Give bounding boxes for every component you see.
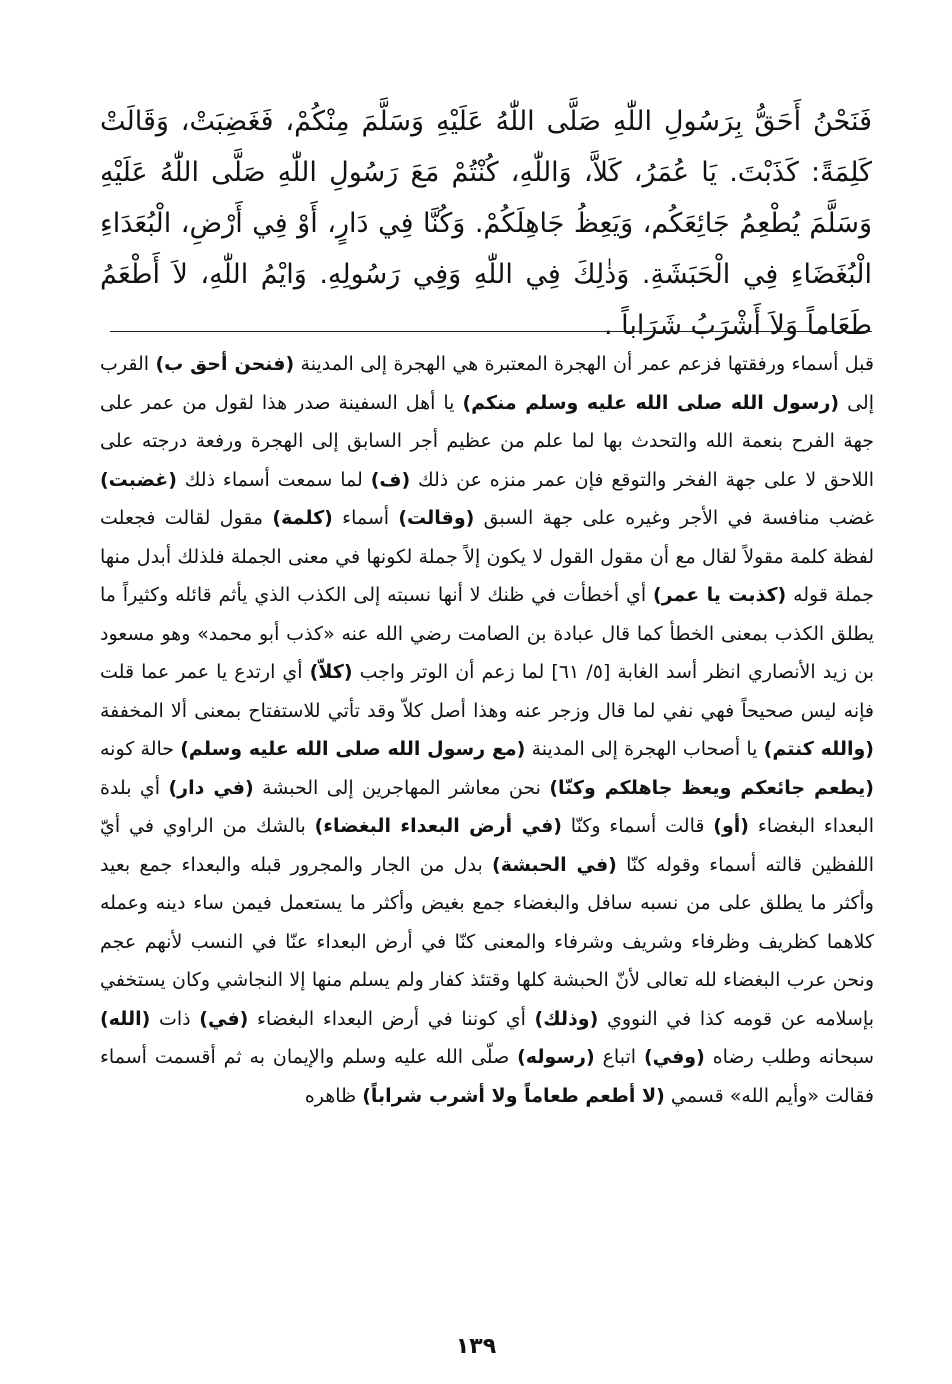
commentary-run: سبحانه وطلب رضاه (704, 1046, 874, 1068)
quoted-phrase: (أو) (713, 815, 749, 837)
quoted-phrase: (رسوله) (517, 1046, 595, 1068)
quoted-phrase: (والله كنتم) (763, 738, 874, 760)
commentary-run: يا أهل السفينة صدر هذا لقول من عمر على جهة الفرح بنعمة الله والتحدث بها لما علم من عظيم أجر السابق إلى الهجرة ورفعة درجته على اللاحق لا على جهة الفخر والتوقع فإن عمر منزه عن ذلك (100, 391, 875, 491)
quoted-phrase: (مع رسول الله صلى الله عليه وسلم) (180, 738, 526, 760)
commentary-run: بدل من الجار والمجرور قبله والبعداء جمع بعيد وأكثر ما يطلق على من نسبه سافل والبغضاء جمع بغيض وأكثر ما يستعمل فيمن ساء دينه وعمله كلاهما كظريف وظرفاء وشريف وشرفاء والمعنى كنّا في أرض البعداء عنّا في النسب لأنهم عجم ونحن عرب البغضاء لله تعالى لأنّ الحبشة كلها وقتئذ كفار ولم يسلم منها إلا النجاشي وكان يستخفي بإسلامه عن قومه كذا في النووي (100, 853, 874, 1030)
commentary-run: صلّى الله عليه وسلم والإيمان به ثم أقسمت أسماء فقالت «وأيم الله» قسمي (100, 1046, 874, 1107)
quoted-phrase: (فنحن أحق ب) (155, 353, 295, 375)
quoted-phrase: (كلاّ) (309, 661, 353, 683)
quoted-phrase: (غضبت) (100, 468, 177, 491)
quoted-phrase: (كلمة) (272, 507, 333, 529)
commentary-run: بالشك من الراوي في أيّ اللفظين قالته أسماء وقوله كنّا (100, 815, 874, 876)
commentary-run: أي أخطأت في ظنك لا أنها نسبته إلى الكذب الذي يأثم قائله وكثيراً ما يطلق الكذب بمعنى الخطأ كما قال عبادة بن الصامت رضي الله عنه «كذب أبو محمد» وهو مسعود بن زيد الأنصاري انظر أسد الغابة [٥/ ٦١] لما زعم أن الوتر واجب (100, 584, 874, 683)
commentary-run: يا أصحاب الهجرة إلى المدينة (525, 738, 764, 760)
hadith-main-text: فَنَحْنُ أَحَقُّ بِرَسُولِ اللّٰهِ صَلَّى اللّٰهُ عَلَيْهِ وَسَلَّمَ مِنْكُمْ، فَغَضِبَتْ، وَقَالَتْ كَلِمَةً: كَذَبْتَ. يَا عُمَرُ، كَلاَّ، وَاللّٰهِ، كُنْتُمْ مَعَ رَسُولِ اللّٰهِ صَلَّى اللّٰهُ عَلَيْهِ وَسَلَّمَ يُطْعِمُ جَائِعَكُم، وَيَعِظُ جَاهِلَكُمْ. وَكُنَّا فِي دَارٍ، أَوْ فِي أَرْضِ، الْبُعَدَاءِ الْبُغَضَاءِ فِي الْحَبَشَةِ. وَذٰلِكَ فِي اللّٰهِ وَفِي رَسُولِهِ. وَايْمُ اللّٰهِ، لاَ أَطْعَمُ طَعَاماً وَلاَ أَشْرَبُ شَرَاباً . (100, 106, 872, 341)
quoted-phrase: (يطعم جائعكم ويعظ جاهلكم وكنّا) (549, 776, 874, 799)
section-divider (110, 331, 872, 332)
commentary-run: مقول لقالت فجعلت لفظة كلمة مقولاً لقال مع أن مقول القول لا يكون إلاً جملة لكونها في معنى الجملة فلذلك أبدل منها جملة قوله (100, 507, 874, 606)
commentary-run: نحن معاشر المهاجرين إلى الحبشة (253, 776, 550, 799)
quoted-phrase: (الله) (100, 1007, 151, 1030)
quoted-phrase: (في دار) (168, 776, 254, 799)
quoted-phrase: (وفي) (643, 1046, 705, 1068)
commentary-run: غضب منافسة في الأجر وغيره على جهة السبق (474, 507, 874, 529)
commentary-run: القرب إلى (100, 353, 874, 414)
commentary-run: قالت أسماء وكنّا (561, 815, 714, 837)
quoted-phrase: (وذلك) (534, 1007, 599, 1030)
commentary-run: ذات (150, 1007, 200, 1030)
commentary-text (100, 345, 874, 1115)
commentary-run: اتباع (594, 1046, 644, 1068)
quoted-phrase: (كذبت يا عمر) (652, 584, 787, 606)
commentary-run: قبل أسماء ورفقتها فزعم عمر أن الهجرة المعتبرة هي الهجرة إلى المدينة (294, 353, 874, 375)
commentary-run: أسماء (332, 507, 399, 529)
quoted-phrase: (لا أطعم طعاماً ولا أشرب شراباً) (362, 1084, 665, 1107)
quoted-phrase: (ف) (370, 468, 411, 491)
commentary-run: ظاهره (304, 1084, 363, 1107)
quoted-phrase: (وقالت) (398, 507, 475, 529)
commentary-run: أي بلدة البعداء البغضاء (100, 776, 875, 837)
commentary-run: أي ارتدع يا عمر عما قلت فإنه ليس صحيحاً فهي نفي لما قال وزجر عنه وهذا أصل كلاّ وقد تأتي للاستفتاح بمعنى ألا المخففة (100, 661, 874, 722)
commentary-run: لما سمعت أسماء ذلك (176, 468, 371, 491)
commentary-run: أي كوننا في أرض البعداء البغضاء (248, 1007, 535, 1030)
quoted-phrase: (في) (199, 1007, 249, 1030)
quoted-phrase: (في الحبشة) (492, 853, 617, 876)
quoted-phrase: (رسول الله صلى الله عليه وسلم منكم) (462, 391, 840, 414)
quoted-phrase: (في أرض البعداء البغضاء) (314, 815, 562, 837)
commentary-run: حالة كونه (100, 738, 181, 760)
page-number: ١٣٩ (455, 1334, 497, 1359)
